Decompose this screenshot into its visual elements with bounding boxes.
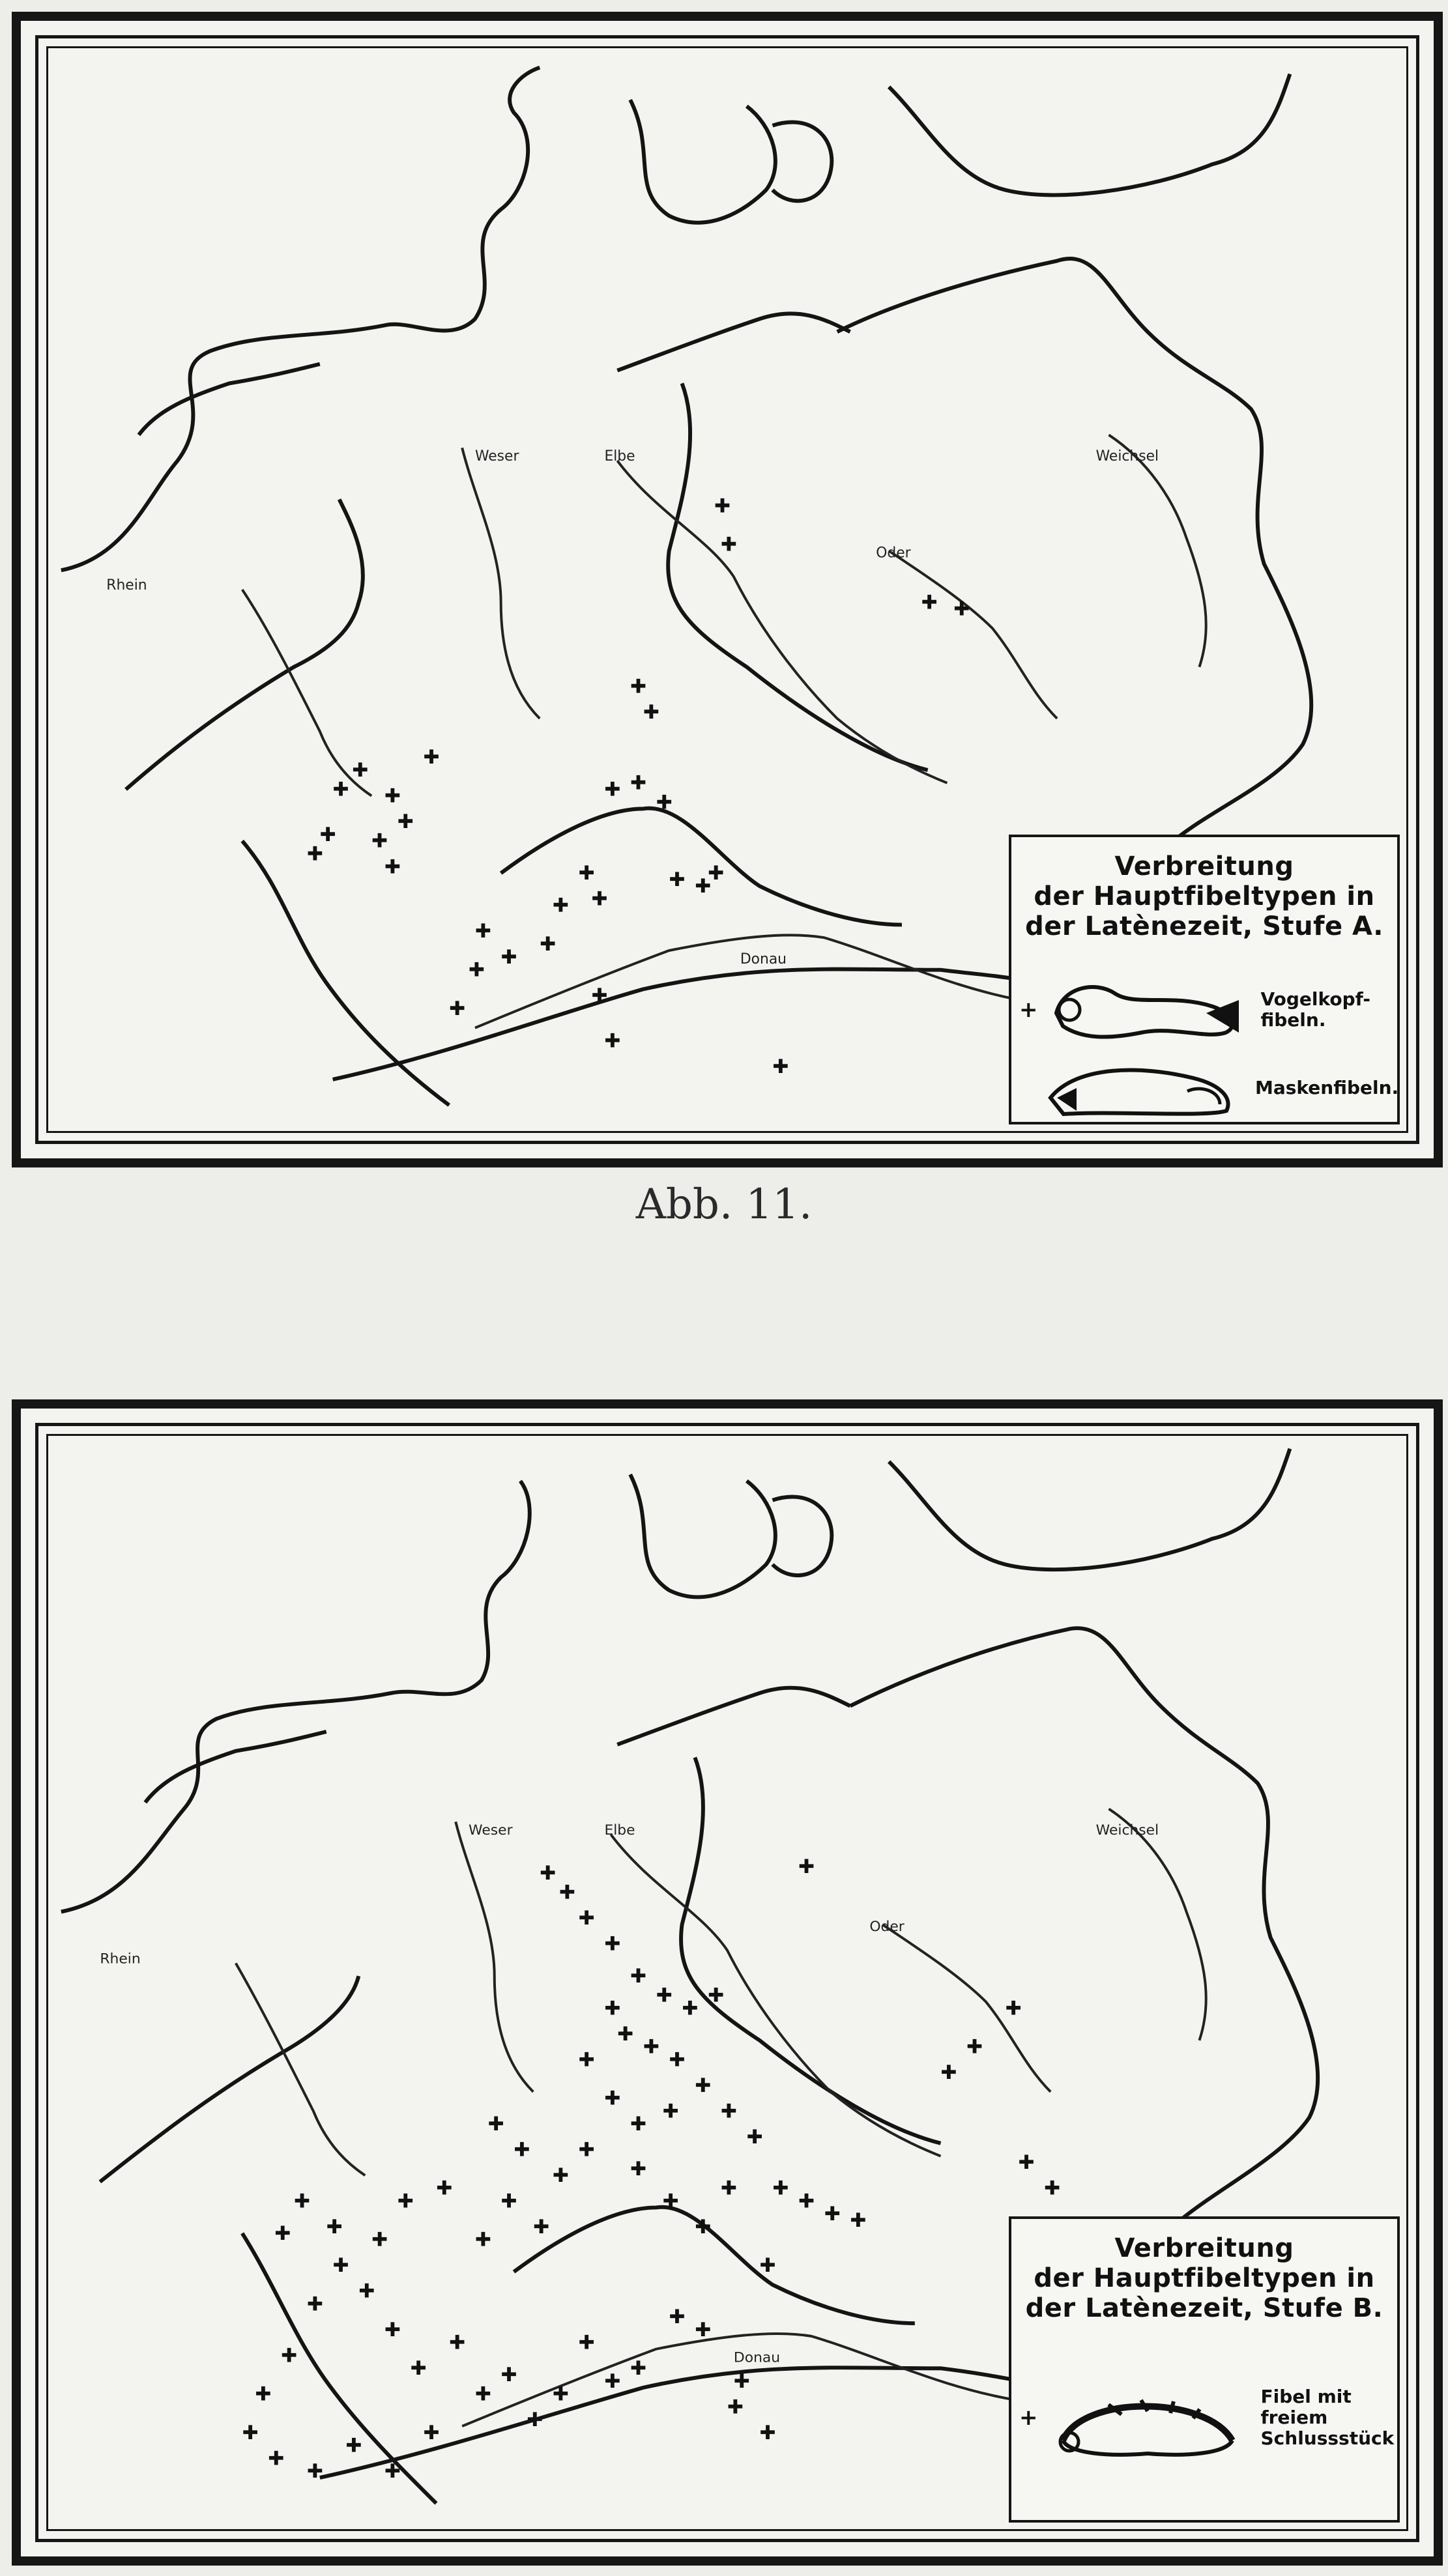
- find-marker-cross: ✚: [669, 2306, 686, 2329]
- legend-b: [1009, 2216, 1400, 2523]
- legend-a: [1009, 835, 1400, 1124]
- find-marker-cross: ✚: [578, 862, 595, 885]
- find-marker-cross: ✚: [727, 2396, 744, 2419]
- river-label-oder: Oder: [876, 545, 911, 562]
- find-marker-cross: ✚: [604, 2087, 621, 2110]
- legend-b-item-1-label: Fibel mit freiem Schlussstück: [1260, 2386, 1395, 2449]
- find-marker-cross: ✚: [332, 778, 349, 801]
- find-marker-cross: ✚: [487, 2113, 504, 2136]
- find-marker-cross: ✚: [358, 2280, 375, 2303]
- river-label-oder-b: Oder: [869, 1919, 905, 1936]
- river-label-rhein: Rhein: [106, 577, 147, 594]
- find-marker-cross: ✚: [656, 1984, 673, 2007]
- find-marker-cross: ✚: [384, 855, 401, 879]
- find-marker-cross: ✚: [371, 2228, 388, 2252]
- find-marker-cross: ✚: [319, 823, 336, 846]
- river-oder-b: [882, 1925, 1050, 2092]
- find-marker-cross: ✚: [274, 2222, 291, 2245]
- cross-icon: +: [1019, 2405, 1038, 2431]
- find-marker-cross: ✚: [850, 2209, 867, 2233]
- border-poland-west-b: [681, 1758, 940, 2143]
- find-marker-cross: ✚: [733, 2369, 750, 2393]
- legend-b-title-line-2: der Hauptfibeltypen in: [1034, 2263, 1375, 2293]
- find-marker-cross: ✚: [514, 2138, 530, 2162]
- river-label-weser: Weser: [474, 448, 519, 465]
- bird-head-fibula-icon: [1043, 974, 1252, 1046]
- northwest-coast: [139, 364, 320, 435]
- find-marker-cross: ✚: [714, 494, 731, 518]
- map-b-frame: [12, 1399, 1443, 2566]
- find-marker-cross: ✚: [500, 945, 517, 969]
- find-marker-cross: ✚: [695, 2318, 712, 2341]
- find-marker-cross: ✚: [553, 2383, 569, 2406]
- river-label-elbe-b: Elbe: [604, 1822, 635, 1839]
- border-alps: [333, 969, 1057, 1080]
- sweden-coast: [889, 74, 1290, 195]
- find-marker-cross: ✚: [798, 2190, 815, 2213]
- river-label-weichsel-b: Weichsel: [1095, 1822, 1159, 1839]
- river-label-weser-b: Weser: [469, 1822, 513, 1839]
- find-marker-cross: ✚: [721, 533, 738, 556]
- find-marker-cross: ✚: [630, 2158, 647, 2181]
- find-marker-cross: ✚: [306, 842, 323, 866]
- find-marker-cross: ✚: [540, 1862, 557, 1885]
- find-marker-cross: ✚: [682, 1997, 699, 2020]
- baltic-coast-b: [617, 1688, 850, 1745]
- find-marker-cross: ✚: [630, 2113, 647, 2136]
- map-a-frame: [12, 12, 1443, 1167]
- find-marker-cross: ✚: [630, 675, 647, 698]
- river-oder: [889, 551, 1057, 719]
- northwest-coast-b: [145, 1732, 326, 1803]
- find-marker-cross: ✚: [721, 2177, 738, 2200]
- legend-a-item-1: [1019, 974, 1391, 1046]
- find-marker-cross: ✚: [255, 2383, 272, 2406]
- find-marker-cross: ✚: [695, 875, 712, 898]
- cross-icon: +: [1019, 997, 1038, 1023]
- find-marker-cross: ✚: [469, 958, 485, 982]
- find-marker-cross: ✚: [578, 2331, 595, 2354]
- legend-a-item-2-label: Maskenfibeln.: [1255, 1077, 1399, 1098]
- find-marker-cross: ✚: [578, 2138, 595, 2162]
- find-marker-cross: ✚: [643, 2035, 659, 2059]
- river-label-donau: Donau: [740, 951, 787, 967]
- legend-b-item-1: [1019, 2375, 1395, 2460]
- legend-a-item-1-label: Vogelkopf- fibeln.: [1260, 988, 1370, 1031]
- find-marker-cross: ✚: [591, 984, 608, 1008]
- find-marker-cross: ✚: [604, 778, 621, 801]
- find-marker-cross: ✚: [578, 2048, 595, 2072]
- find-marker-cross: ✚: [940, 2061, 957, 2085]
- legend-b-title: [1011, 2233, 1397, 2323]
- find-marker-cross: ✚: [662, 2100, 679, 2123]
- find-marker-cross: ✚: [527, 2409, 543, 2432]
- find-marker-cross: ✚: [759, 2254, 776, 2278]
- sweden-coast-b: [889, 1449, 1290, 1569]
- find-marker-cross: ✚: [449, 997, 466, 1020]
- find-marker-cross: ✚: [772, 2177, 789, 2200]
- legend-a-title-line-3: der Latènezeit, Stufe A.: [1025, 911, 1383, 941]
- river-weichsel: [1109, 435, 1206, 667]
- find-marker-cross: ✚: [630, 1965, 647, 1988]
- find-marker-cross: ✚: [591, 887, 608, 911]
- map-a-area: [46, 46, 1408, 1133]
- coastline-north-sea-b: [61, 1481, 530, 1911]
- find-marker-cross: ✚: [630, 2357, 647, 2381]
- find-marker-cross: ✚: [436, 2177, 453, 2200]
- map-b-area: [46, 1434, 1408, 2531]
- find-marker-cross: ✚: [695, 2074, 712, 2097]
- coastline-north-sea: [61, 68, 540, 571]
- find-marker-cross: ✚: [578, 1907, 595, 1930]
- find-marker-cross: ✚: [352, 758, 369, 782]
- find-marker-cross: ✚: [384, 784, 401, 808]
- find-marker-cross: ✚: [604, 1932, 621, 1956]
- find-marker-cross: ✚: [397, 2190, 414, 2213]
- fibula-with-free-end-icon: [1043, 2375, 1252, 2460]
- find-marker-cross: ✚: [604, 1029, 621, 1053]
- find-marker-cross: ✚: [1005, 1997, 1022, 2020]
- find-marker-cross: ✚: [604, 2369, 621, 2393]
- find-marker-cross: ✚: [500, 2364, 517, 2386]
- find-marker-cross: ✚: [1044, 2177, 1061, 2200]
- find-marker-cross: ✚: [953, 597, 970, 621]
- find-marker-cross: ✚: [332, 2254, 349, 2278]
- find-marker-cross: ✚: [798, 1855, 815, 1879]
- denmark: [630, 100, 775, 223]
- border-france: [242, 841, 450, 1106]
- find-marker-cross: ✚: [1018, 2151, 1035, 2175]
- find-marker-cross: ✚: [281, 2344, 298, 2368]
- find-marker-cross: ✚: [533, 2216, 550, 2239]
- find-marker-cross: ✚: [410, 2357, 427, 2381]
- find-marker-cross: ✚: [966, 2035, 983, 2059]
- find-marker-cross: ✚: [474, 2228, 491, 2252]
- river-label-rhein-b: Rhein: [100, 1951, 141, 1968]
- find-marker-cross: ✚: [772, 1055, 789, 1078]
- find-marker-cross: ✚: [268, 2447, 285, 2470]
- find-marker-cross: ✚: [242, 2421, 259, 2444]
- river-weser: [462, 448, 540, 719]
- border-poland-west: [668, 383, 927, 770]
- find-marker-cross: ✚: [643, 700, 659, 724]
- find-marker-cross: ✚: [746, 2125, 763, 2149]
- mask-fibula-icon: [1037, 1052, 1246, 1124]
- legend-b-title-line-3: der Latènezeit, Stufe B.: [1025, 2293, 1383, 2323]
- find-marker-cross: ✚: [345, 2434, 362, 2457]
- find-marker-cross: ✚: [474, 920, 491, 943]
- find-marker-cross: ✚: [326, 2216, 343, 2239]
- find-marker-cross: ✚: [617, 2022, 634, 2046]
- legend-a-title: [1011, 852, 1397, 941]
- river-weser-b: [456, 1822, 533, 2092]
- find-marker-cross: ✚: [306, 2293, 323, 2316]
- find-marker-cross: ✚: [474, 2383, 491, 2406]
- find-marker-cross: ✚: [656, 791, 673, 814]
- find-marker-cross: ✚: [384, 2318, 401, 2341]
- find-marker-cross: ✚: [669, 2048, 686, 2072]
- find-marker-cross: ✚: [423, 2421, 440, 2444]
- find-marker-cross: ✚: [824, 2203, 841, 2226]
- river-label-elbe: Elbe: [604, 448, 635, 465]
- river-weichsel-b: [1109, 1809, 1206, 2040]
- find-marker-cross: ✚: [371, 829, 388, 853]
- find-marker-cross: ✚: [921, 591, 938, 614]
- find-marker-cross: ✚: [294, 2190, 311, 2213]
- river-label-weichsel: Weichsel: [1095, 448, 1159, 465]
- find-markers-b: [242, 1855, 1060, 2483]
- find-marker-cross: ✚: [500, 2190, 517, 2213]
- find-marker-cross: ✚: [553, 2164, 569, 2187]
- legend-b-title-line-1: Verbreitung: [1114, 2233, 1294, 2263]
- border-germany-west-b: [100, 1976, 358, 2182]
- find-marker-cross: ✚: [708, 862, 725, 885]
- find-marker-cross: ✚: [397, 810, 414, 834]
- find-marker-cross: ✚: [708, 1984, 725, 2007]
- find-marker-cross: ✚: [695, 2216, 712, 2239]
- find-marker-cross: ✚: [558, 1881, 575, 1904]
- find-marker-cross: ✚: [553, 894, 570, 917]
- denmark-b: [630, 1474, 775, 1597]
- find-marker-cross: ✚: [721, 2100, 738, 2123]
- find-marker-cross: ✚: [604, 1997, 621, 2020]
- denmark-islands-b: [772, 1497, 832, 1576]
- river-elbe: [617, 461, 947, 783]
- find-marker-cross: ✚: [669, 868, 686, 892]
- border-east-b: [850, 1628, 1318, 2220]
- find-marker-cross: ✚: [630, 771, 647, 795]
- denmark-islands: [772, 122, 832, 201]
- legend-a-title-line-2: der Hauptfibeltypen in: [1034, 881, 1375, 911]
- find-marker-cross: ✚: [662, 2190, 679, 2213]
- find-marker-cross: ✚: [423, 746, 440, 769]
- find-marker-cross: ✚: [759, 2421, 776, 2444]
- baltic-coast: [617, 313, 850, 370]
- find-marker-cross: ✚: [306, 2460, 323, 2483]
- find-marker-cross: ✚: [449, 2331, 466, 2354]
- find-marker-cross: ✚: [384, 2460, 401, 2483]
- legend-a-title-line-1: Verbreitung: [1114, 852, 1294, 881]
- figure-caption: Abb. 11.: [635, 1181, 813, 1229]
- find-marker-cross: ✚: [540, 933, 557, 956]
- river-label-donau-b: Donau: [733, 2349, 781, 2366]
- legend-a-item-2: [1019, 1052, 1399, 1124]
